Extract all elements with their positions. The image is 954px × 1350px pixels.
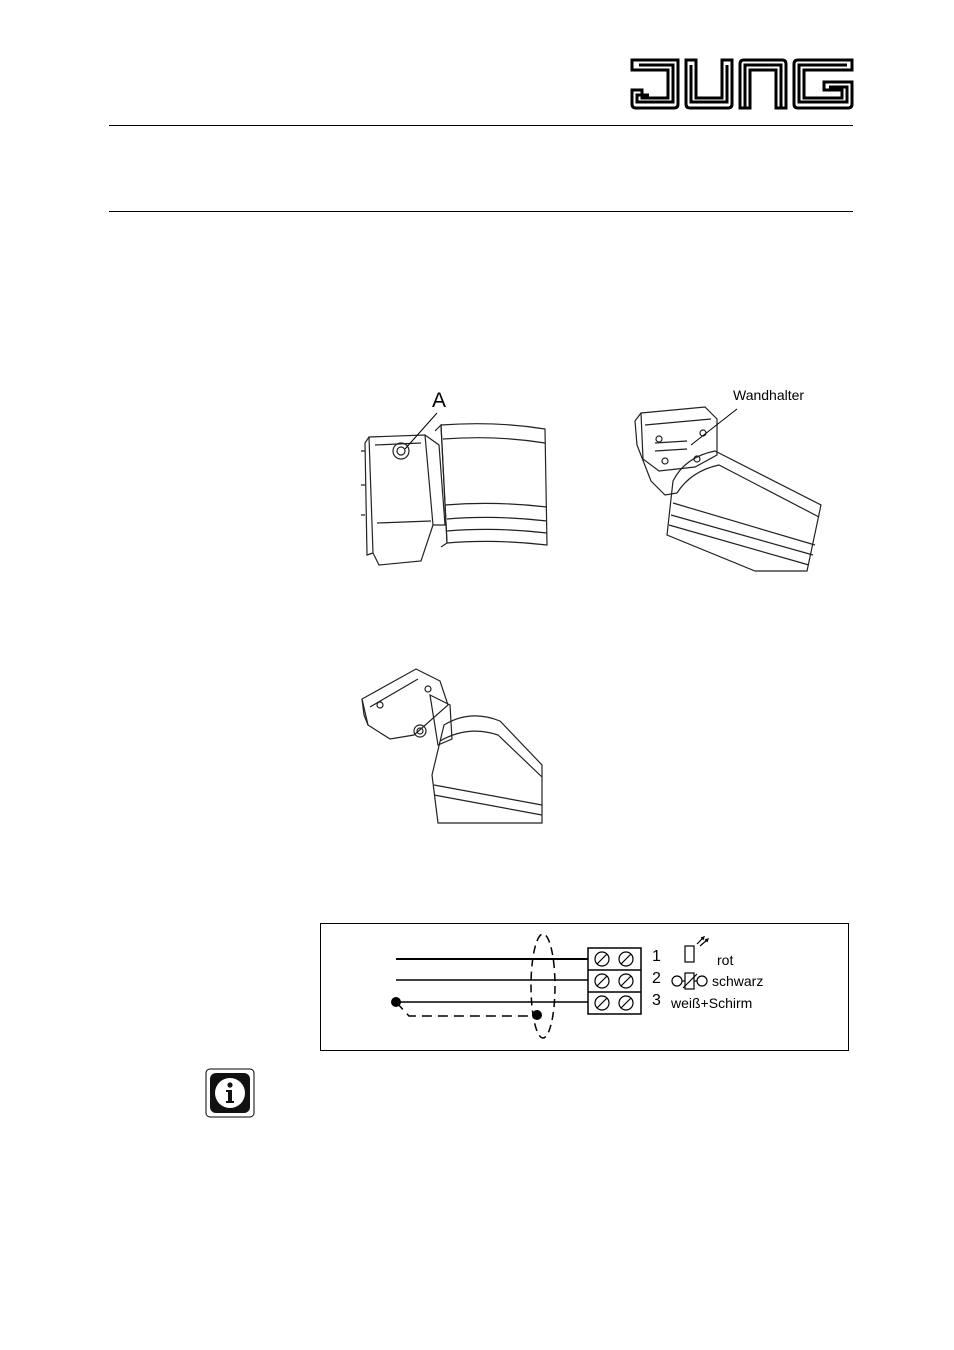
wiring-diagram (320, 923, 849, 1051)
sensor-mounted-drawing (360, 665, 545, 825)
figure-sensor-mounted (360, 665, 545, 825)
header-rule-bottom (109, 211, 853, 212)
terminal-number-2: 2 (652, 970, 661, 987)
terminal-label-3: weiß+Schirm (671, 995, 753, 1011)
terminal-label-2: schwarz (712, 973, 764, 989)
terminal-label-1: rot (717, 952, 734, 968)
header-rule-top (109, 125, 853, 126)
info-icon (205, 1068, 255, 1118)
figure-sensor-side-view (355, 385, 555, 575)
jung-logo (628, 56, 857, 112)
sensor-side-drawing (355, 385, 555, 575)
label-wall-holder: Wandhalter (733, 387, 805, 403)
wiring-lines (321, 924, 848, 1050)
terminal-number-3: 3 (652, 992, 661, 1009)
jung-logo-graphic (628, 56, 857, 112)
sensor-wall-holder-drawing (625, 385, 830, 575)
terminal-number-1: 1 (652, 948, 661, 965)
label-a: A (432, 389, 447, 412)
figure-sensor-wall-holder (625, 385, 830, 575)
